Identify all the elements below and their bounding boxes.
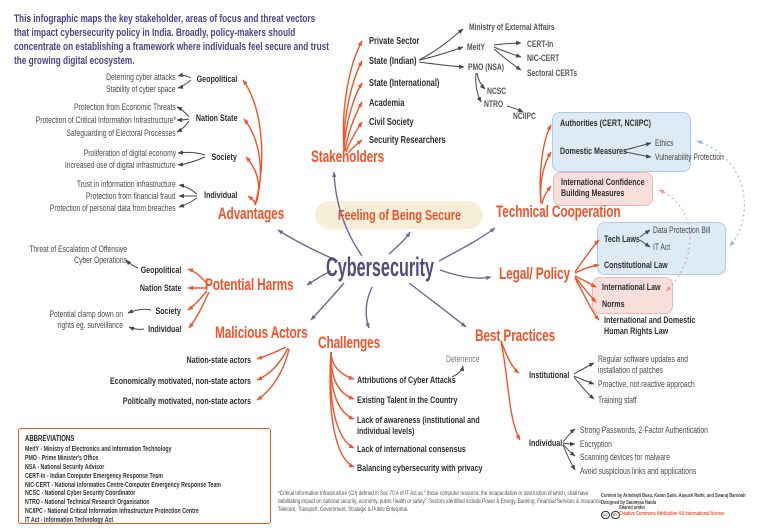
gov-node-mea: Ministry of External Affairs [469,22,555,32]
challenge-leaf: Balancing cybersecurity with privacy [357,463,483,474]
branch-technical-cooperation: Technical Cooperation [496,202,621,221]
advantages-group-nation-state: Nation State [195,113,237,124]
branch-advantages: Advantages [218,204,285,223]
individual-leaf: Scanning devices for malware [580,452,671,462]
cc-license-row [601,506,621,524]
abbreviation-item: NSA - National Security Advisor [25,463,105,471]
best-practices-institutional: Institutional [529,370,570,381]
advantage-leaf: Protection of Critical Information Infrastructure* [35,115,176,125]
intro-paragraph: This infographic maps the key stakeholder, areas of focus and threat vectors that impact cybersecurity policy in India. Broadly, policy-makers should concentrate on establishing a framework where individuals feel secure and trust the growing digital ecosystem. [14,13,329,68]
legal-norms: Norms [602,299,625,310]
advantage-leaf: Increased use of digital infrastructure [65,160,176,170]
stakeholder-item: State (International) [369,78,440,89]
credits-license-name: Creative Commons Attribution 4.0 International license [619,511,725,517]
individual-leaf: Avoid suspicious links and applications [580,466,697,476]
advantage-leaf: Protection of personal data from breaches [50,203,176,213]
tc-ethics: Ethics [655,138,674,148]
abbreviations-title: ABBREVIATIONS [25,434,75,443]
challenge-leaf: Lack of international consensus [357,444,466,455]
gov-node-nciipc: NCIIPC [513,111,536,121]
abbreviation-item: PMO - Prime Minister's Office [25,454,99,462]
branch-legal-policy: Legal/ Policy [499,264,570,283]
advantages-group-geopolitical: Geopolitical [196,74,237,85]
abbreviation-item: NTRO - National Technical Research Organisation [25,499,150,507]
legal-it-act: IT Act [653,242,671,252]
individual-leaf: Strong Passwords, 2-Factor Authentication [580,425,708,435]
gov-node-sectoral-certs: Sectoral CERTs [527,68,578,78]
institutional-leaf: Regular software updates and installation of patches [598,354,689,376]
legal-tech-laws: Tech Laws [604,234,640,245]
branch-stakeholders: Stakeholders [311,147,385,166]
harm-note-clamp-down: Potential clamp down on rights eg. surveillance [49,309,123,331]
abbreviation-item: CERT-In - Indian Computer Emergency Response Team [25,472,163,480]
tc-domestic-measures: Domestic Measures [560,146,627,157]
stakeholder-item: State (Indian) [369,56,417,67]
gov-node-nic-cert: NIC-CERT [527,53,560,63]
branch-malicious-actors: Malicious Actors [215,323,308,342]
cc-by-icon: BY [611,511,620,520]
advantage-leaf: Protection from financial fraud [86,191,176,201]
challenge-leaf: Existing Talent in the Country [357,395,458,406]
cc-icon: CC [601,511,610,520]
actor-leaf: Economically motivated, non-state actors [110,376,251,387]
harm-note-escalation: Threat of Escalation of Offensive Cyber Operations [29,244,127,266]
tc-vulnerability-protection: Vulnerability Protection [655,152,724,162]
branch-best-practices: Best Practices [475,326,556,345]
individual-leaf: Encryption [580,439,612,449]
center-branch-arrows [278,172,495,328]
advantage-leaf: Stability of cyber space [106,84,176,94]
tc-icbm: International Confidence Building Measures [561,177,645,200]
abbreviation-item: MeitY - Ministry of Electronics and Information Technology [25,446,172,453]
best-practices-individual: Individual [529,438,563,449]
abbreviation-item: NIC-CERT - National Informatics Centre-Computer Emergency Response Team [25,481,221,489]
gov-node-meity: MeitY [467,42,486,52]
feeling-of-being-secure-label: Feeling of Being Secure [337,206,461,224]
branch-potential-harms: Potential Harms [205,275,294,294]
pink-dashed-link [659,190,690,291]
harm-group-individual: Individual [147,324,181,335]
abbreviation-item: IT Act - Information Technology Act [25,517,114,524]
stakeholder-item: Academia [369,98,405,109]
advantages-group-society: Society [211,152,237,163]
stakeholder-item: Private Sector [369,36,420,47]
branch-challenges: Challenges [318,333,381,352]
credits-content-line: Content by Arindrajit Basu, Karan Saini, Aayush Rathi, and Swaraj Barooah [601,493,746,499]
advantage-leaf: Protection from Economic Threats [74,102,176,112]
advantage-leaf: Proliferation of digital economy [83,148,176,158]
stakeholder-item: Civil Society [369,117,414,128]
center-node-cybersecurity: Cybersecurity [326,252,435,282]
gov-node-ntro: NTRO [484,99,504,109]
legal-human-rights-law: International and Domestic Human Rights Law [604,315,696,338]
advantage-leaf: Trust in information infrastructure [77,179,176,189]
institutional-leaf: Training staff [598,395,637,405]
gov-node-ncsc: NCSC [487,86,507,96]
legal-constitutional-law: Constitutional Law [604,260,668,271]
abbreviation-item: NCIIPC - National Critical Information Infrastructure Protection Centre [25,508,199,516]
gov-node-cert-in: CERT-In [527,39,554,49]
advantages-group-individual: Individual [203,190,237,201]
institutional-leaf: Proactive, not reactive approach [598,379,695,389]
stakeholder-item: Security Researchers [369,135,446,146]
tc-authorities: Authorities (CERT, NCIIPC) [560,118,652,129]
abbreviation-item: NCSC - National Cyber Security Coordinator [25,490,136,498]
actor-leaf: Politically motivated, non-state actors [122,396,251,407]
gov-node-pmo: PMO (NSA) [468,62,504,72]
harm-group-society: Society [155,306,181,317]
harm-group-geopolitical: Geopolitical [140,265,181,276]
advantage-leaf: Deterring cyber attacks [106,72,176,82]
legal-international-law: International Law [602,282,661,293]
harm-group-nation-state: Nation State [139,283,181,294]
cii-footnote: *Critical Information Infrastructure (CII) defined in Sec 70 A of IT Act as " those computer resource, the incapacitation or destruction of which, shall have debilitating impact on national security, economy, public health or safety". Sectors identified include Power & Energy, Banking, Financial Services & Insurance, Telecom, Transport, Government, Strategic & Public Enterprise. [278,490,603,514]
challenge-leaf: Lack of awareness (institutional and individual levels) [357,415,480,438]
legal-data-protection-bill: Data Protection Bill [653,225,711,235]
advantage-leaf: Safeguarding of Electoral Processes [66,128,176,138]
credits-designed-line: Designed by Saumyaa Naidu [601,500,657,506]
actor-leaf: Nation-state actors [186,355,251,366]
challenge-leaf: Attributions of Cyber Attacks [357,375,456,386]
deterrence-note: Deterrence [446,354,480,364]
abbreviations-box [18,428,271,524]
credits-shared-under: Shared under [619,505,646,511]
